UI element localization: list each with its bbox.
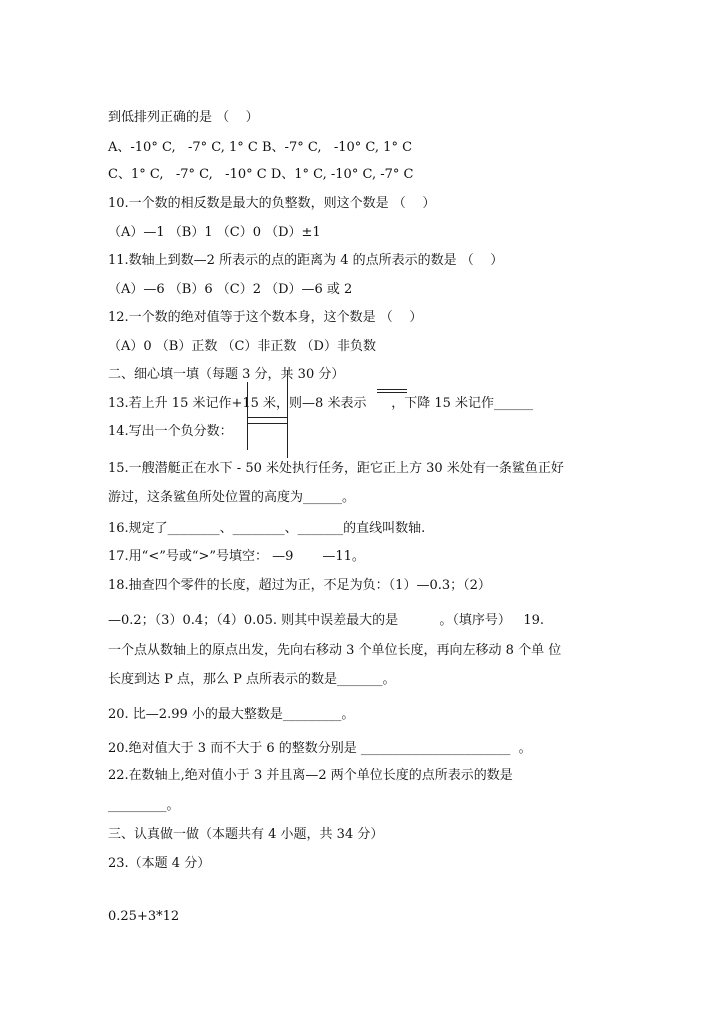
text-line: _________。 bbox=[108, 798, 180, 813]
text-line: 一个点从数轴上的原点出发，先向右移动 3 个单位长度，再向左移动 8 个单 位 bbox=[108, 643, 562, 658]
drawing-artifact bbox=[377, 392, 407, 393]
text-line: 0.25+3*12 bbox=[108, 909, 180, 924]
text-line: 20. 比—2.99 小的最大整数是_________。 bbox=[108, 707, 355, 722]
text-line: （A）—6 （B）6 （C）2 （D）—6 或 2 bbox=[108, 282, 353, 297]
text-line: 16.规定了________、________、_______的直线叫数轴. bbox=[108, 521, 426, 536]
text-line: A、-10° C, -7° C, 1° C B、-7° C, -10° C, 1° C bbox=[108, 140, 413, 155]
drawing-artifact bbox=[247, 382, 248, 450]
text-line: 15.一艘潜艇正在水下 - 50 米处执行任务，距它正上方 30 米处有一条鲨鱼正好 bbox=[108, 461, 564, 476]
text-line: 22.在数轴上,绝对值小于 3 并且离—2 两个单位长度的点所表示的数是 bbox=[108, 768, 513, 783]
text-line: 18.抽查四个零件的长度，超过为正，不足为负：（1）—0.3；（2） bbox=[108, 578, 491, 593]
drawing-artifact bbox=[377, 389, 407, 390]
section-heading: 三、认真做一做（本题共有 4 小题，共 34 分） bbox=[108, 827, 384, 842]
text-line: 14.写出一个负分数： bbox=[108, 424, 233, 439]
text-line: 23.（本题 4 分） bbox=[108, 856, 211, 871]
drawing-artifact bbox=[247, 423, 287, 424]
drawing-artifact bbox=[247, 417, 287, 418]
text-line: 20.绝对值大于 3 而不大于 6 的整数分别是 _______________________ 。 bbox=[108, 741, 532, 756]
text-line: 游过，这条鲨鱼所处位置的高度为______。 bbox=[108, 490, 356, 505]
text-line: C、1° C, -7° C, -10° C D、1° C, -10° C, -7° C bbox=[108, 167, 414, 182]
section-heading: 二、细心填一填（每题 3 分，共 30 分） bbox=[108, 367, 345, 382]
text-line: （A）—1 （B）1 （C）0 （D）±1 bbox=[108, 225, 321, 240]
text-line: 13.若上升 15 米记作+15 米，则—8 米表示 ，下降 15 米记作______ bbox=[108, 396, 534, 411]
text-line: 到低排列正确的是 （ ） bbox=[108, 110, 259, 125]
text-line: 11.数轴上到数—2 所表示的点的距离为 4 的点所表示的数是 （ ） bbox=[108, 253, 504, 268]
text-line: 10.一个数的相反数是最大的负整数，则这个数是 （ ） bbox=[108, 196, 436, 211]
text-line: —0.2；（3）0.4；（4）0.05. 则其中误差最大的是 。（填序号） 19. bbox=[108, 613, 544, 628]
text-line: 长度到达 P 点，那么 P 点所表示的数是_______。 bbox=[108, 672, 396, 687]
text-line: 17.用“<”号或“>”号填空： —9 —11。 bbox=[108, 549, 365, 564]
drawing-artifact bbox=[287, 370, 288, 458]
text-line: （A）0 （B）正数 （C）非正数 （D）非负数 bbox=[108, 339, 376, 354]
text-line: 12.一个数的绝对值等于这个数本身，这个数是 （ ） bbox=[108, 310, 423, 325]
